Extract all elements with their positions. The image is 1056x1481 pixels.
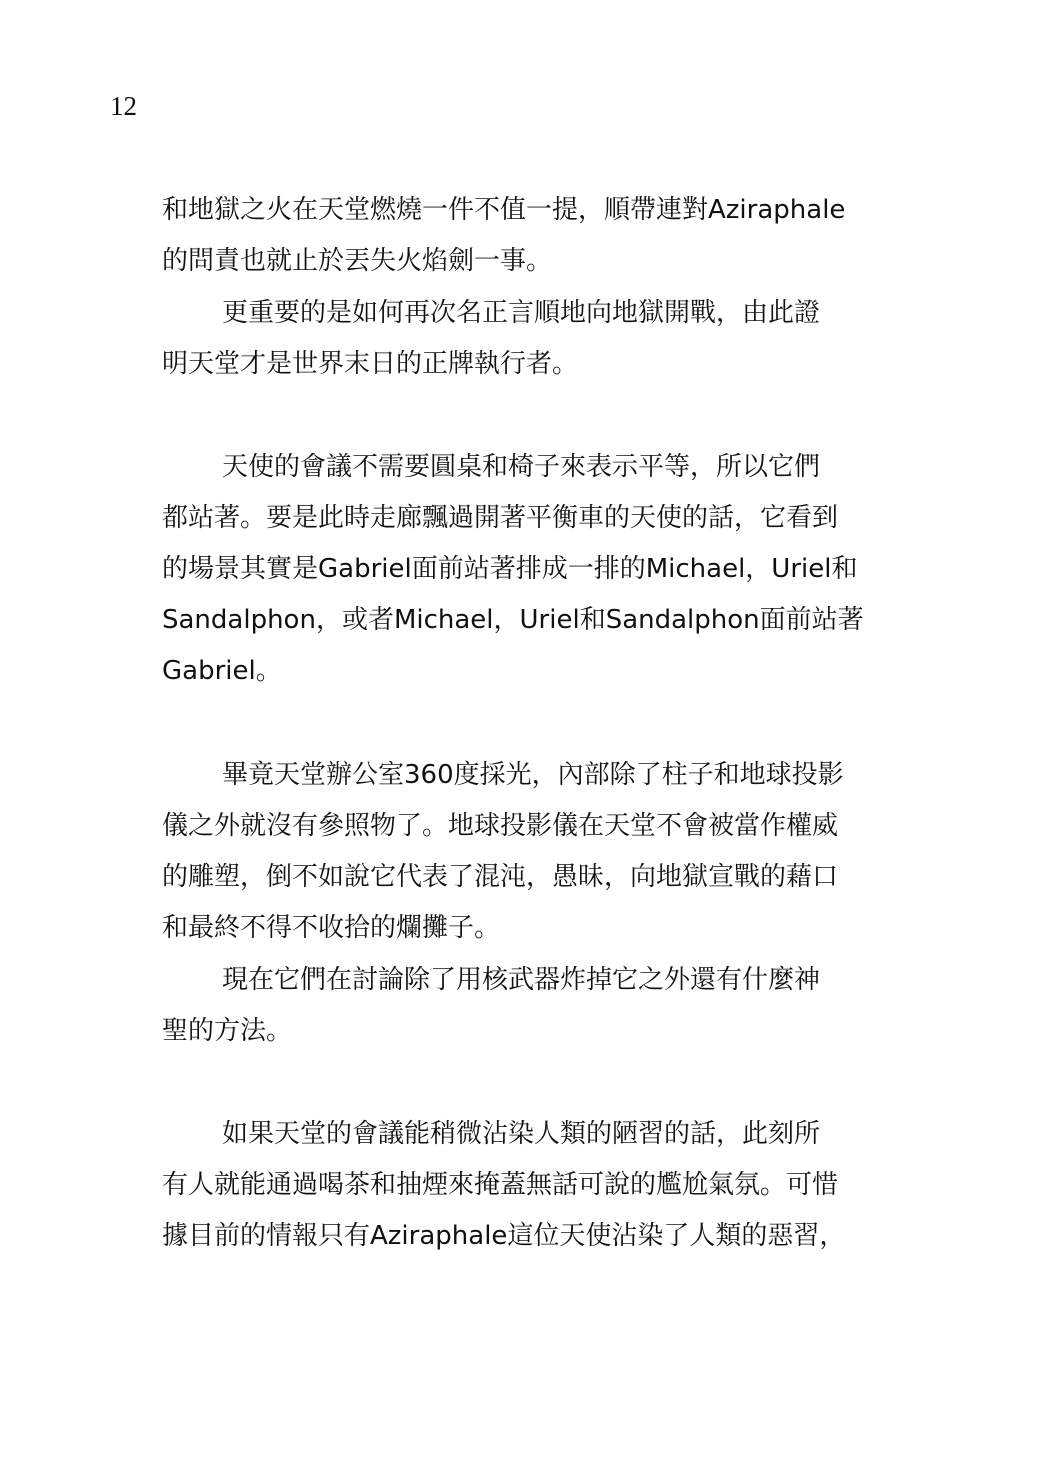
- text-line: Gabriel。: [162, 656, 282, 686]
- text-line: 更重要的是如何再次名正言順地向地獄開戰，由此證: [222, 298, 821, 328]
- text-line: 據目前的情報只有Aziraphale這位天使沾染了人類的惡習，: [162, 1221, 846, 1251]
- text-line: 和最終不得不收拾的爛攤子。: [162, 913, 501, 943]
- text-line: 都站著。要是此時走廊飄過開著平衡車的天使的話，它看到: [162, 503, 839, 533]
- page-number: 12: [110, 91, 137, 121]
- text-line: 的問責也就止於丟失火焰劍一事。: [162, 246, 553, 276]
- text-line: 畢竟天堂辦公室360度採光，內部除了柱子和地球投影: [222, 760, 844, 790]
- text-line: 聖的方法。: [162, 1016, 293, 1046]
- text-line: 明天堂才是世界末日的正牌執行者。: [162, 349, 579, 379]
- text-line: 和地獄之火在天堂燃燒一件不值一提，順帶連對Aziraphale: [162, 195, 846, 225]
- text-line: 儀之外就沒有參照物了。地球投影儀在天堂不會被當作權威: [162, 811, 839, 841]
- text-line: 的雕塑，倒不如說它代表了混沌，愚昧，向地獄宣戰的藉口: [162, 862, 839, 892]
- text-line: 天使的會議不需要圓桌和椅子來表示平等，所以它們: [222, 452, 821, 482]
- text-line: 如果天堂的會議能稍微沾染人類的陋習的話，此刻所: [222, 1119, 821, 1149]
- text-line: 有人就能通過喝茶和抽煙來掩蓋無話可說的尷尬氣氛。可惜: [162, 1170, 839, 1200]
- text-line: 的場景其實是Gabriel面前站著排成一排的Michael，Uriel和: [162, 554, 858, 584]
- text-line: 現在它們在討論除了用核武器炸掉它之外還有什麼神: [222, 965, 821, 995]
- text-line: Sandalphon，或者Michael，Uriel和Sandalphon面前站著: [162, 605, 864, 635]
